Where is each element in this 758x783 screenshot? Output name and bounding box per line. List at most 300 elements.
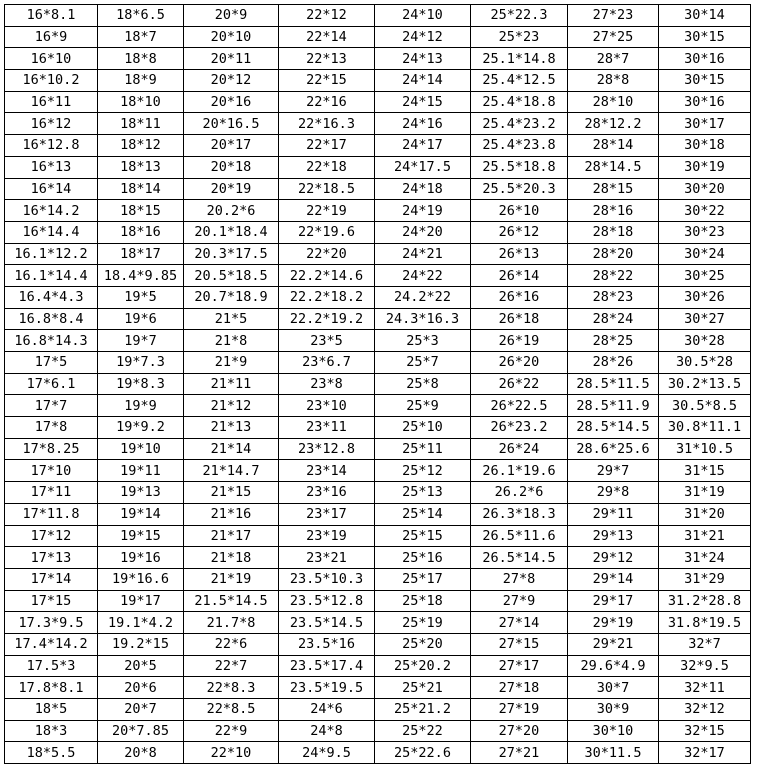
table-cell: 16.1*14.4 <box>5 265 98 287</box>
table-row <box>5 503 751 525</box>
table-cell: 22*17 <box>279 135 375 157</box>
table-cell: 21.7*8 <box>184 612 279 634</box>
table-row <box>5 48 751 70</box>
table-cell: 18*8 <box>98 48 184 70</box>
size-table <box>4 4 751 764</box>
table-cell: 20*6 <box>98 677 184 699</box>
table-cell: 18*14 <box>98 178 184 200</box>
table-cell: 29*7 <box>568 460 659 482</box>
table-cell: 18.4*9.85 <box>98 265 184 287</box>
table-cell: 23.5*16 <box>279 633 375 655</box>
table-cell: 17*13 <box>5 547 98 569</box>
table-cell: 23.5*12.8 <box>279 590 375 612</box>
table-cell: 32*11 <box>659 677 751 699</box>
table-cell: 23.5*14.5 <box>279 612 375 634</box>
table-cell: 22*7 <box>184 655 279 677</box>
table-cell: 28*15 <box>568 178 659 200</box>
table-cell: 32*12 <box>659 699 751 721</box>
table-cell: 20*7.85 <box>98 720 184 742</box>
table-cell: 18*15 <box>98 200 184 222</box>
table-cell: 19.2*15 <box>98 633 184 655</box>
table-cell: 19*16.6 <box>98 568 184 590</box>
table-cell: 23*6.7 <box>279 352 375 374</box>
table-cell: 26*20 <box>471 352 568 374</box>
table-cell: 27*21 <box>471 742 568 764</box>
table-cell: 29*21 <box>568 633 659 655</box>
table-cell: 31*19 <box>659 482 751 504</box>
table-row <box>5 395 751 417</box>
table-cell: 24*21 <box>375 243 471 265</box>
table-row <box>5 417 751 439</box>
table-cell: 23*16 <box>279 482 375 504</box>
table-cell: 22*16 <box>279 91 375 113</box>
table-cell: 19*9 <box>98 395 184 417</box>
table-cell: 26.1*19.6 <box>471 460 568 482</box>
table-cell: 22.2*14.6 <box>279 265 375 287</box>
table-cell: 16*13 <box>5 156 98 178</box>
table-cell: 29.6*4.9 <box>568 655 659 677</box>
table-cell: 26*10 <box>471 200 568 222</box>
table-cell: 28*12.2 <box>568 113 659 135</box>
table-row <box>5 156 751 178</box>
table-cell: 28*25 <box>568 330 659 352</box>
table-cell: 30*23 <box>659 221 751 243</box>
table-cell: 19*5 <box>98 286 184 308</box>
table-cell: 21*19 <box>184 568 279 590</box>
table-cell: 20*16.5 <box>184 113 279 135</box>
table-cell: 19*15 <box>98 525 184 547</box>
table-cell: 22*12 <box>279 5 375 27</box>
table-cell: 21*13 <box>184 417 279 439</box>
table-row <box>5 308 751 330</box>
table-cell: 18*10 <box>98 91 184 113</box>
table-cell: 18*9 <box>98 70 184 92</box>
table-cell: 22*8.5 <box>184 699 279 721</box>
table-cell: 23*12.8 <box>279 438 375 460</box>
table-cell: 30*16 <box>659 91 751 113</box>
table-cell: 16*10.2 <box>5 70 98 92</box>
table-cell: 27*23 <box>568 5 659 27</box>
table-cell: 26.3*18.3 <box>471 503 568 525</box>
table-cell: 24*17 <box>375 135 471 157</box>
table-row <box>5 677 751 699</box>
table-cell: 27*15 <box>471 633 568 655</box>
table-cell: 19*7.3 <box>98 352 184 374</box>
table-cell: 27*9 <box>471 590 568 612</box>
table-cell: 30*20 <box>659 178 751 200</box>
table-cell: 26*18 <box>471 308 568 330</box>
table-cell: 26*22.5 <box>471 395 568 417</box>
table-row <box>5 547 751 569</box>
table-cell: 29*17 <box>568 590 659 612</box>
table-cell: 26*16 <box>471 286 568 308</box>
table-cell: 25.4*12.5 <box>471 70 568 92</box>
table-cell: 21.5*14.5 <box>184 590 279 612</box>
table-cell: 25.1*14.8 <box>471 48 568 70</box>
table-cell: 25*21.2 <box>375 699 471 721</box>
table-cell: 18*5.5 <box>5 742 98 764</box>
table-row <box>5 525 751 547</box>
table-row <box>5 200 751 222</box>
table-row <box>5 633 751 655</box>
table-cell: 22.2*18.2 <box>279 286 375 308</box>
table-cell: 23.5*17.4 <box>279 655 375 677</box>
table-cell: 25*20.2 <box>375 655 471 677</box>
table-row <box>5 612 751 634</box>
table-cell: 16.4*4.3 <box>5 286 98 308</box>
table-cell: 23.5*19.5 <box>279 677 375 699</box>
table-cell: 28*23 <box>568 286 659 308</box>
table-cell: 17*14 <box>5 568 98 590</box>
table-cell: 22*8.3 <box>184 677 279 699</box>
table-row <box>5 221 751 243</box>
table-cell: 18*6.5 <box>98 5 184 27</box>
table-cell: 21*15 <box>184 482 279 504</box>
table-row <box>5 113 751 135</box>
table-cell: 22*14 <box>279 26 375 48</box>
table-cell: 30*28 <box>659 330 751 352</box>
table-cell: 18*5 <box>5 699 98 721</box>
table-cell: 16*9 <box>5 26 98 48</box>
table-cell: 21*9 <box>184 352 279 374</box>
table-cell: 20*11 <box>184 48 279 70</box>
table-cell: 28.5*11.5 <box>568 373 659 395</box>
table-cell: 30*24 <box>659 243 751 265</box>
table-cell: 17.4*14.2 <box>5 633 98 655</box>
table-cell: 19*10 <box>98 438 184 460</box>
table-cell: 27*17 <box>471 655 568 677</box>
table-cell: 28*22 <box>568 265 659 287</box>
table-cell: 23*19 <box>279 525 375 547</box>
table-cell: 22*20 <box>279 243 375 265</box>
table-cell: 25*16 <box>375 547 471 569</box>
table-cell: 31*29 <box>659 568 751 590</box>
table-cell: 20*5 <box>98 655 184 677</box>
table-cell: 28*7 <box>568 48 659 70</box>
table-cell: 23*11 <box>279 417 375 439</box>
table-cell: 27*8 <box>471 568 568 590</box>
table-cell: 26*12 <box>471 221 568 243</box>
table-cell: 20*9 <box>184 5 279 27</box>
table-row <box>5 91 751 113</box>
table-cell: 21*14.7 <box>184 460 279 482</box>
table-cell: 24*8 <box>279 720 375 742</box>
table-cell: 22*19 <box>279 200 375 222</box>
table-cell: 26*22 <box>471 373 568 395</box>
table-cell: 17*11.8 <box>5 503 98 525</box>
table-cell: 20.7*18.9 <box>184 286 279 308</box>
table-cell: 29*19 <box>568 612 659 634</box>
table-cell: 26*23.2 <box>471 417 568 439</box>
table-cell: 21*16 <box>184 503 279 525</box>
table-row <box>5 568 751 590</box>
table-cell: 25*8 <box>375 373 471 395</box>
table-cell: 31*21 <box>659 525 751 547</box>
table-cell: 30*19 <box>659 156 751 178</box>
table-cell: 25*9 <box>375 395 471 417</box>
table-row <box>5 330 751 352</box>
table-cell: 25.5*20.3 <box>471 178 568 200</box>
table-cell: 22*15 <box>279 70 375 92</box>
table-cell: 28*16 <box>568 200 659 222</box>
table-cell: 24*9.5 <box>279 742 375 764</box>
table-cell: 30.5*8.5 <box>659 395 751 417</box>
table-cell: 20*7 <box>98 699 184 721</box>
table-cell: 25*10 <box>375 417 471 439</box>
size-table-sheet <box>4 4 750 764</box>
table-cell: 23.5*10.3 <box>279 568 375 590</box>
table-row <box>5 720 751 742</box>
table-cell: 30.2*13.5 <box>659 373 751 395</box>
table-cell: 23*8 <box>279 373 375 395</box>
table-row <box>5 482 751 504</box>
table-cell: 25*21 <box>375 677 471 699</box>
table-cell: 30*7 <box>568 677 659 699</box>
table-cell: 16.8*14.3 <box>5 330 98 352</box>
table-row <box>5 135 751 157</box>
table-cell: 24*22 <box>375 265 471 287</box>
table-cell: 25*20 <box>375 633 471 655</box>
table-row <box>5 243 751 265</box>
table-row <box>5 70 751 92</box>
table-cell: 25*3 <box>375 330 471 352</box>
table-cell: 26.5*11.6 <box>471 525 568 547</box>
table-cell: 30*11.5 <box>568 742 659 764</box>
table-cell: 19*6 <box>98 308 184 330</box>
table-cell: 31.2*28.8 <box>659 590 751 612</box>
table-row <box>5 438 751 460</box>
table-cell: 25.5*18.8 <box>471 156 568 178</box>
table-cell: 25.4*23.2 <box>471 113 568 135</box>
table-cell: 19*7 <box>98 330 184 352</box>
table-cell: 30*26 <box>659 286 751 308</box>
table-cell: 21*5 <box>184 308 279 330</box>
table-cell: 24*10 <box>375 5 471 27</box>
table-cell: 17*12 <box>5 525 98 547</box>
table-cell: 30*9 <box>568 699 659 721</box>
table-cell: 25*17 <box>375 568 471 590</box>
table-cell: 16*12.8 <box>5 135 98 157</box>
table-cell: 17*7 <box>5 395 98 417</box>
table-cell: 30*15 <box>659 26 751 48</box>
size-table-body <box>5 5 751 764</box>
table-cell: 25*22 <box>375 720 471 742</box>
table-cell: 31.8*19.5 <box>659 612 751 634</box>
table-cell: 25.4*23.8 <box>471 135 568 157</box>
table-cell: 21*12 <box>184 395 279 417</box>
table-cell: 25*11 <box>375 438 471 460</box>
table-cell: 21*18 <box>184 547 279 569</box>
table-cell: 26*14 <box>471 265 568 287</box>
table-row <box>5 286 751 308</box>
table-cell: 19*14 <box>98 503 184 525</box>
table-row <box>5 655 751 677</box>
table-row <box>5 590 751 612</box>
table-cell: 22*18.5 <box>279 178 375 200</box>
table-cell: 26.5*14.5 <box>471 547 568 569</box>
table-cell: 25*22.6 <box>375 742 471 764</box>
table-cell: 18*17 <box>98 243 184 265</box>
table-cell: 30*17 <box>659 113 751 135</box>
table-cell: 16*14 <box>5 178 98 200</box>
table-cell: 22*18 <box>279 156 375 178</box>
table-cell: 32*15 <box>659 720 751 742</box>
table-cell: 32*7 <box>659 633 751 655</box>
table-cell: 25*15 <box>375 525 471 547</box>
table-cell: 17*15 <box>5 590 98 612</box>
table-cell: 16*14.2 <box>5 200 98 222</box>
table-row <box>5 5 751 27</box>
table-cell: 23*5 <box>279 330 375 352</box>
table-cell: 20*8 <box>98 742 184 764</box>
table-cell: 30.5*28 <box>659 352 751 374</box>
table-cell: 24*16 <box>375 113 471 135</box>
table-cell: 31*20 <box>659 503 751 525</box>
table-cell: 32*17 <box>659 742 751 764</box>
table-cell: 27*18 <box>471 677 568 699</box>
table-cell: 17.5*3 <box>5 655 98 677</box>
table-cell: 25*22.3 <box>471 5 568 27</box>
table-cell: 18*16 <box>98 221 184 243</box>
table-cell: 26*13 <box>471 243 568 265</box>
table-cell: 30*10 <box>568 720 659 742</box>
table-cell: 30*22 <box>659 200 751 222</box>
table-cell: 17*11 <box>5 482 98 504</box>
table-cell: 20*19 <box>184 178 279 200</box>
table-cell: 28*26 <box>568 352 659 374</box>
table-cell: 17*5 <box>5 352 98 374</box>
table-cell: 32*9.5 <box>659 655 751 677</box>
table-cell: 28*20 <box>568 243 659 265</box>
table-cell: 16*10 <box>5 48 98 70</box>
table-cell: 27*19 <box>471 699 568 721</box>
table-cell: 19*8.3 <box>98 373 184 395</box>
table-cell: 20*16 <box>184 91 279 113</box>
table-cell: 24.2*22 <box>375 286 471 308</box>
table-cell: 16.1*12.2 <box>5 243 98 265</box>
table-cell: 22*10 <box>184 742 279 764</box>
table-cell: 30*27 <box>659 308 751 330</box>
table-cell: 27*25 <box>568 26 659 48</box>
table-cell: 16*8.1 <box>5 5 98 27</box>
table-cell: 31*24 <box>659 547 751 569</box>
table-cell: 25*19 <box>375 612 471 634</box>
table-cell: 19*16 <box>98 547 184 569</box>
table-row <box>5 699 751 721</box>
table-cell: 20.3*17.5 <box>184 243 279 265</box>
table-cell: 28*14.5 <box>568 156 659 178</box>
table-cell: 26*19 <box>471 330 568 352</box>
table-cell: 22*9 <box>184 720 279 742</box>
table-cell: 26*24 <box>471 438 568 460</box>
table-cell: 16*11 <box>5 91 98 113</box>
table-cell: 31*15 <box>659 460 751 482</box>
table-cell: 29*8 <box>568 482 659 504</box>
table-cell: 21*17 <box>184 525 279 547</box>
table-cell: 16*14.4 <box>5 221 98 243</box>
table-cell: 28*10 <box>568 91 659 113</box>
table-cell: 23*21 <box>279 547 375 569</box>
table-row <box>5 265 751 287</box>
table-cell: 24*17.5 <box>375 156 471 178</box>
table-cell: 30*15 <box>659 70 751 92</box>
table-cell: 30*16 <box>659 48 751 70</box>
table-cell: 19*13 <box>98 482 184 504</box>
table-cell: 25*18 <box>375 590 471 612</box>
table-cell: 28.5*11.9 <box>568 395 659 417</box>
table-cell: 25*7 <box>375 352 471 374</box>
table-cell: 17.8*8.1 <box>5 677 98 699</box>
table-cell: 25.4*18.8 <box>471 91 568 113</box>
table-cell: 21*14 <box>184 438 279 460</box>
table-cell: 25*23 <box>471 26 568 48</box>
table-cell: 18*7 <box>98 26 184 48</box>
table-cell: 23*17 <box>279 503 375 525</box>
table-cell: 16.8*8.4 <box>5 308 98 330</box>
table-row <box>5 742 751 764</box>
table-row <box>5 352 751 374</box>
table-cell: 30*25 <box>659 265 751 287</box>
table-cell: 19*17 <box>98 590 184 612</box>
table-row <box>5 373 751 395</box>
table-cell: 28.5*14.5 <box>568 417 659 439</box>
table-cell: 20*18 <box>184 156 279 178</box>
table-cell: 22*13 <box>279 48 375 70</box>
table-cell: 17*10 <box>5 460 98 482</box>
table-cell: 31*10.5 <box>659 438 751 460</box>
table-cell: 17*8 <box>5 417 98 439</box>
table-cell: 25*13 <box>375 482 471 504</box>
table-row <box>5 178 751 200</box>
table-cell: 20.1*18.4 <box>184 221 279 243</box>
table-cell: 20.5*18.5 <box>184 265 279 287</box>
table-cell: 27*20 <box>471 720 568 742</box>
table-cell: 24.3*16.3 <box>375 308 471 330</box>
table-cell: 18*11 <box>98 113 184 135</box>
table-cell: 18*12 <box>98 135 184 157</box>
table-cell: 28*24 <box>568 308 659 330</box>
table-cell: 22.2*19.2 <box>279 308 375 330</box>
table-cell: 19*9.2 <box>98 417 184 439</box>
table-cell: 30*14 <box>659 5 751 27</box>
table-cell: 16*12 <box>5 113 98 135</box>
table-cell: 29*13 <box>568 525 659 547</box>
table-cell: 22*16.3 <box>279 113 375 135</box>
table-cell: 25*12 <box>375 460 471 482</box>
table-cell: 29*14 <box>568 568 659 590</box>
table-cell: 24*14 <box>375 70 471 92</box>
table-cell: 17*8.25 <box>5 438 98 460</box>
table-cell: 23*14 <box>279 460 375 482</box>
table-cell: 24*12 <box>375 26 471 48</box>
table-cell: 27*14 <box>471 612 568 634</box>
table-cell: 18*3 <box>5 720 98 742</box>
table-cell: 24*19 <box>375 200 471 222</box>
table-row <box>5 26 751 48</box>
table-cell: 25*14 <box>375 503 471 525</box>
table-cell: 26.2*6 <box>471 482 568 504</box>
table-cell: 20*10 <box>184 26 279 48</box>
table-cell: 28.6*25.6 <box>568 438 659 460</box>
table-cell: 24*18 <box>375 178 471 200</box>
table-cell: 28*8 <box>568 70 659 92</box>
table-row <box>5 460 751 482</box>
table-cell: 17.3*9.5 <box>5 612 98 634</box>
table-cell: 22*19.6 <box>279 221 375 243</box>
table-cell: 18*13 <box>98 156 184 178</box>
table-cell: 28*18 <box>568 221 659 243</box>
table-cell: 30.8*11.1 <box>659 417 751 439</box>
